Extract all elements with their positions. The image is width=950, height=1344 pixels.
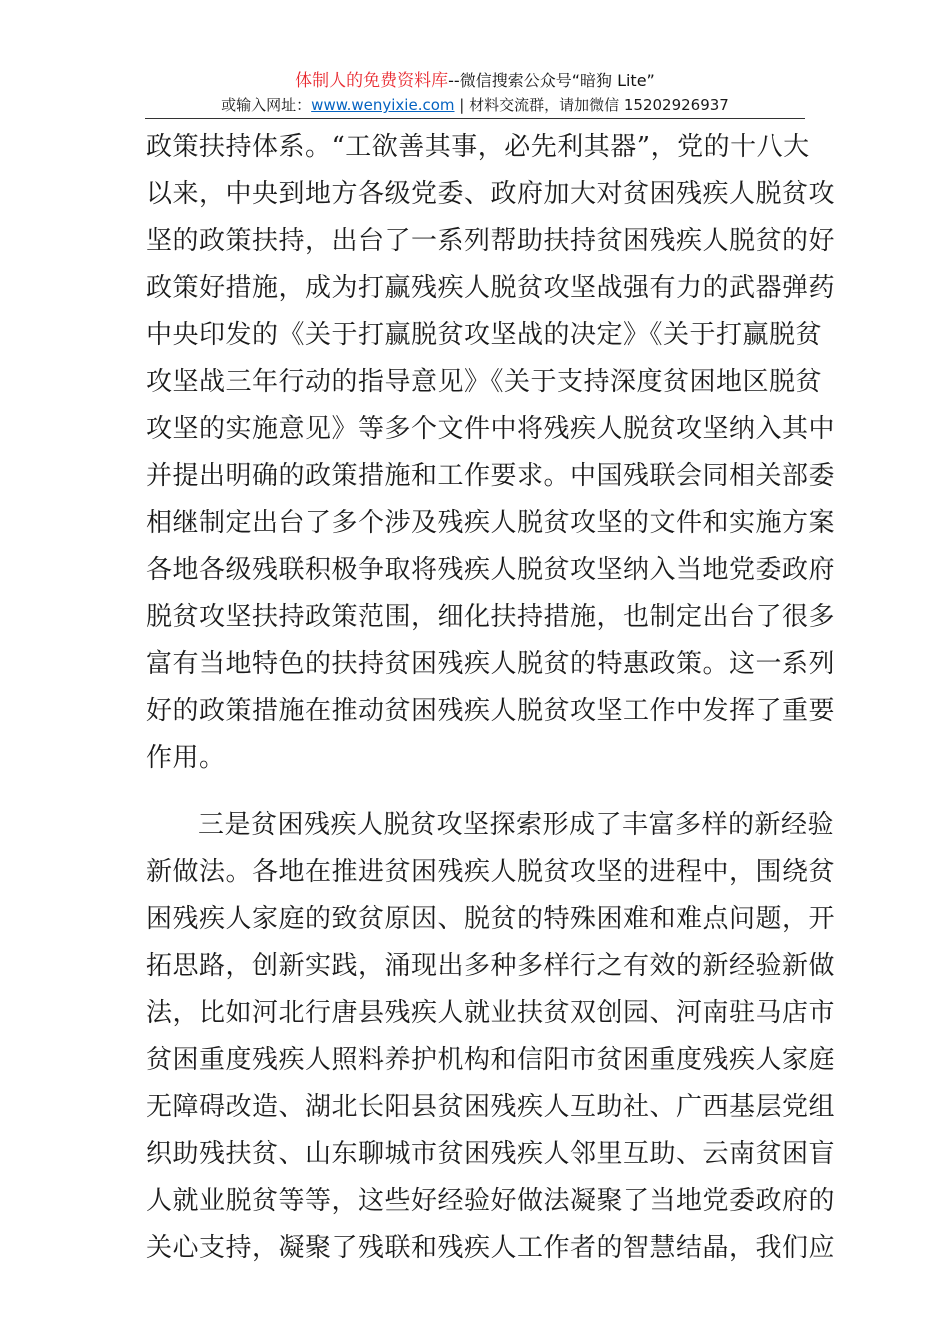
text-line: 困残疾人家庭的致贫原因、脱贫的特殊困难和难点问题，开 [146,904,836,934]
text-line: 并提出明确的政策措施和工作要求。中国残联会同相关部委 [146,461,836,491]
text-line: 政策好措施，成为打赢残疾人脱贫攻坚战强有力的武器弹药 [146,273,836,303]
text-line: 以来，中央到地方各级党委、政府加大对贫困残疾人脱贫攻 [146,179,836,209]
paragraph-spacer [146,782,806,802]
text-line: 相继制定出台了多个涉及残疾人脱贫攻坚的文件和实施方案 [146,508,836,538]
wechat-subtitle: --微信搜索公众号“暗狗 Lite” [448,71,655,90]
text-line: 政策扶持体系。“工欲善其事，必先利其器”，党的十八大 [146,132,810,162]
paragraph-new-experience [146,802,836,1272]
header-title-line [145,70,805,92]
document-body [146,124,836,1272]
text-line: 各地各级残联积极争取将残疾人脱贫攻坚纳入当地党委政府 [146,555,836,585]
text-line: 人就业脱贫等等，这些好经验好做法凝聚了当地党委政府的 [146,1186,836,1216]
text-line: 关心支持，凝聚了残联和残疾人工作者的智慧结晶，我们应 [146,1233,836,1263]
brand-title: 体制人的免费资料库 [295,71,449,91]
text-line: 作用。 [146,743,226,773]
header-contact-line [145,94,805,116]
contact-info: | 材料交流群，请加微信 15202926937 [454,96,729,114]
text-line: 三是贫困残疾人脱贫攻坚探索形成了丰富多样的新经验 [198,810,835,840]
text-line: 攻坚战三年行动的指导意见》《关于支持深度贫困地区脱贫 [146,367,823,397]
text-line: 新做法。各地在推进贫困残疾人脱贫攻坚的进程中，围绕贫 [146,857,836,887]
text-line: 织助残扶贫、山东聊城市贫困残疾人邻里互助、云南贫困盲 [146,1139,836,1169]
text-line: 好的政策措施在推动贫困残疾人脱贫攻坚工作中发挥了重要 [146,696,836,726]
text-line: 法，比如河北行唐县残疾人就业扶贫双创园、河南驻马店市 [146,998,836,1028]
header-divider [145,118,805,119]
page-header [145,70,805,116]
website-prefix: 或输入网址： [221,96,312,114]
paragraph-policy-support [146,124,836,782]
text-line: 中央印发的《关于打赢脱贫攻坚战的决定》《关于打赢脱贫 [146,320,823,350]
text-line: 攻坚的实施意见》等多个文件中将残疾人脱贫攻坚纳入其中 [146,414,836,444]
text-line: 无障碍改造、湖北长阳县贫困残疾人互助社、广西基层党组 [146,1092,836,1122]
text-line: 富有当地特色的扶持贫困残疾人脱贫的特惠政策。这一系列 [146,649,836,679]
text-line: 脱贫攻坚扶持政策范围，细化扶持措施，也制定出台了很多 [146,602,836,632]
text-line: 贫困重度残疾人照料养护机构和信阳市贫困重度残疾人家庭 [146,1045,836,1075]
text-line: 拓思路，创新实践，涌现出多种多样行之有效的新经验新做 [146,951,836,981]
website-link[interactable]: www.wenyixie.com [311,96,455,114]
text-line: 坚的政策扶持，出台了一系列帮助扶持贫困残疾人脱贫的好 [146,226,836,256]
